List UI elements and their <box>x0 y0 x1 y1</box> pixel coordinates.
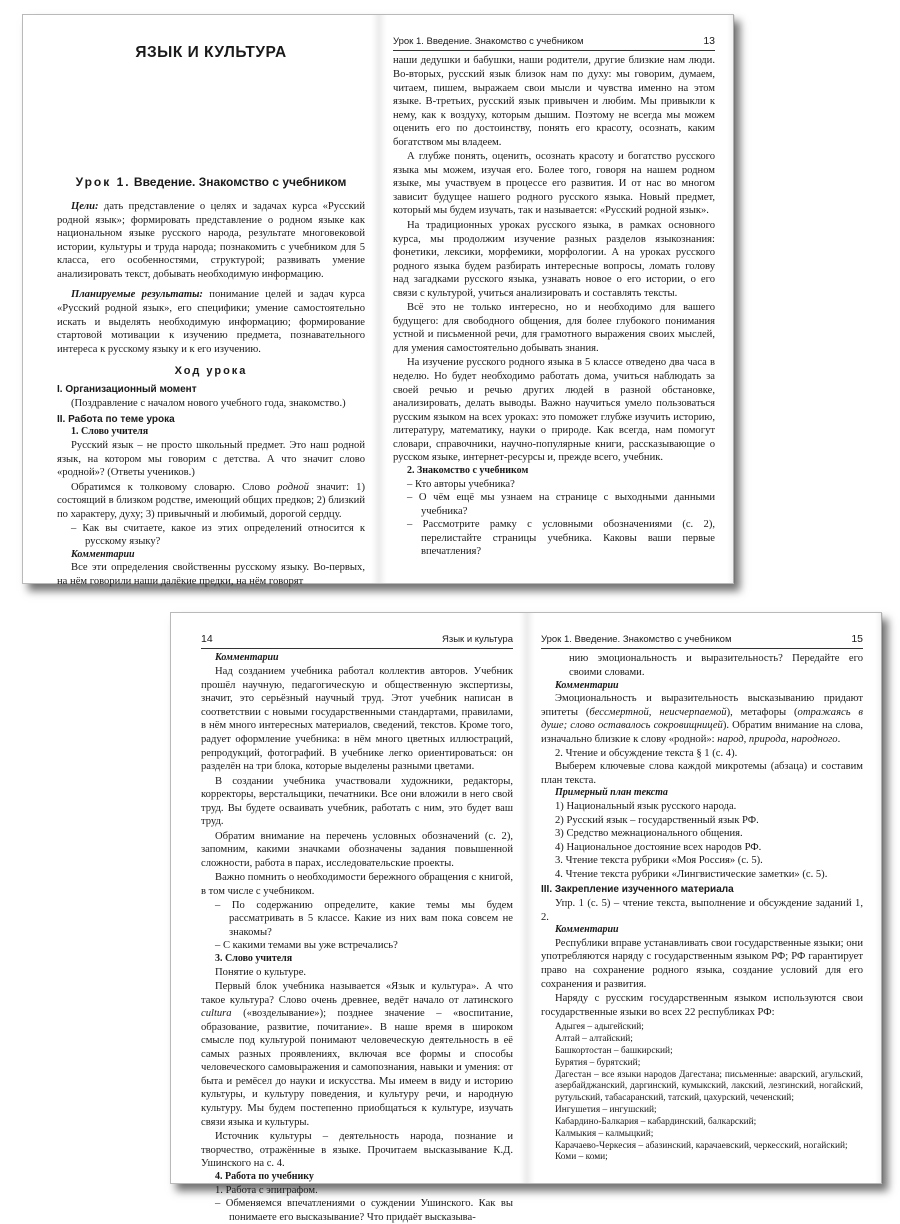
lesson-goals <box>57 200 365 281</box>
page-14 <box>171 613 527 1223</box>
plan-item: 2) Русский язык – государственный язык РФ. <box>555 814 759 826</box>
running-title: Урок 1. Введение. Знакомство с учебником <box>541 634 732 646</box>
comments-label: Комментарии <box>555 679 619 691</box>
subheading-teacher-word: 1. Слово учителя <box>71 426 149 438</box>
italic-run: народ, природа, народного <box>717 733 838 745</box>
book-spread-bottom <box>170 612 882 1223</box>
italic-word: родной <box>277 481 309 493</box>
paragraph: (Поздравление с началом нового учебного года, знакомство.) <box>71 398 346 410</box>
text-run: . <box>837 733 841 745</box>
question: – Как вы считаете, какое из этих определений относится к русскому языку? <box>71 522 365 548</box>
subheading-textbook-work: 4. Работа по учебнику <box>215 1170 314 1182</box>
italic-word: cultura <box>201 1008 232 1020</box>
text-run: ), метафоры ( <box>726 706 798 718</box>
lesson-number: Урок 1. <box>75 174 131 189</box>
list-item: Башкортостан – башкирский; <box>555 1045 673 1056</box>
section-heading-2: II. Работа по теме урока <box>57 413 175 425</box>
plan-item: 3) Средство межнационального общения. <box>555 828 743 840</box>
plan-item: 1) Национальный язык русского народа. <box>555 800 737 812</box>
running-header <box>393 35 715 51</box>
running-title: Язык и культура <box>441 634 513 646</box>
comments-label: Комментарии <box>555 924 619 936</box>
paragraph: Всё это не только интересно, но и необходимо для вашего будущего: для свободного общения, для более глубокого понимания устной и письменной речи, для грамотного выражения своих мыслей, для умения самостоятельно добывать знания. <box>393 302 715 354</box>
text-run: значит: 1) состоящий в близком родстве, имеющий общих предков; 2) близкий по характеру, духу; 3) привычный и любимый, дорогой сердцу. <box>57 481 365 520</box>
list-item: Бурятия – бурятский; <box>555 1057 641 1068</box>
paragraph: нию эмоциональность и выразительность? Передайте его своими словами. <box>569 653 863 678</box>
list-item: Калмыкия – калмыцкий; <box>555 1128 654 1139</box>
list-item: Дагестан – все языки народов Дагестана; письменные: аварский, агульский, азербайджанский, даргинский, кумыкский, лакский, лезгинский, ногайский, рутульский, табасаранский, татский, цахурский, чеченский; <box>555 1069 863 1104</box>
page-number: 14 <box>201 633 213 645</box>
paragraph: Республики вправе устанавливать свои государственные языки; они употребляются наряду с государственным языком РФ; РФ гарантирует право на сохранение родного языка, создание условий для его сохранения и развития. <box>541 937 863 990</box>
paragraph: Важно помнить о необходимости бережного обращения с книгой, в том числе с учебником. <box>201 872 513 897</box>
paragraph: наши дедушки и бабушки, наши родители, другие близкие нам люди. Во-вторых, русский язык близок нам по духу: мы говорим, думаем, читаем, пишем, выражаем свои мысли и чувства именно на этом языке. В-третьих, русский язык привычен и любим. Мы привыкли к нему, как к воздуху, которым дышим. Поэтому не всегда мы можем оценить его по достоинству, понять его красоту, осознать, каким богатством мы владеем. <box>393 55 715 148</box>
list-item: Кабардино-Балкария – кабардинский, балкарский; <box>555 1116 757 1127</box>
book-spread-top <box>22 14 734 587</box>
paragraph <box>57 481 365 522</box>
paragraph: На изучение русского родного языка в 5 классе отведено два часа в неделю. Но будет необходимо работать дома, учиться наблюдать за своей речью и речью других людей в разной обстановке, анализировать, делать выводы. Важно научиться умело пользоваться русским языком на всех уроках: это поможет глубже изучить историю, литературу, математику, науки о природе. Как всегда, нам помогут словари, справочники, научно-популярные книги, рассказывающие о русском языке, интернет-ресурсы и, прежде всего, учебник. <box>393 357 715 464</box>
page-15 <box>527 613 883 1183</box>
page-12 <box>23 15 379 587</box>
republics-list <box>541 1022 863 1164</box>
italic-run: отражаясь в душе; слово оставалось сокровищницей <box>541 706 864 732</box>
list-item: Ингушетия – ингушский; <box>555 1105 657 1116</box>
paragraph: На традиционных уроках русского языка, в рамках основного курса, мы продолжим изучение разных разделов языкознания: фонетики, лексики, морфемики, морфологии. А на уроках русского родного языка будем разбирать интересные вопросы, ломать голову над загадками русского языка, узнавать новое о его истории, о его связи с культурой, учиться анализировать и составлять тексты. <box>393 220 715 299</box>
running-header <box>201 633 513 649</box>
list-item: Адыгея – адыгейский; <box>555 1022 644 1033</box>
paragraph: Русский язык – не просто школьный предмет. Это наш родной язык, на котором мы говорим с детства. А что значит слово «родной»? (Ответы учеников.) <box>57 440 365 479</box>
text-run: ). Обратим внимание на слова, изначально близкие к слову «родной»: <box>541 720 863 745</box>
running-title: Урок 1. Введение. Знакомство с учебником <box>393 36 584 48</box>
text-run: Первый блок учебника называется «Язык и культура». А что такое культура? Слово очень древнее, ведёт начало от латинского <box>201 981 513 1006</box>
plan-item: 4. Чтение текста рубрики «Лингвистические заметки» (с. 5). <box>555 868 828 880</box>
paragraph: Понятие о культуре. <box>215 966 307 978</box>
paragraph: Все эти определения свойственны русскому языку. Во-первых, на нём говорили наши далёкие предки, на нём говорят <box>57 562 365 587</box>
subheading-textbook-intro: 2. Знакомство с учебником <box>407 464 529 476</box>
page-number: 15 <box>851 633 863 645</box>
paragraph: Наряду с русским государственным языком используются свои государственные языки во всех 22 республиках РФ: <box>541 993 863 1018</box>
plan-label: Примерный план текста <box>555 787 668 799</box>
running-header <box>541 633 863 649</box>
lesson-flow-heading: Ход урока <box>174 365 248 378</box>
goals-label: Цели: <box>71 201 99 213</box>
subheading-teacher-word: 3. Слово учителя <box>215 952 293 964</box>
text-run: («возделывание»); позднее значение – «воспитание, образование, развитие, почитание». В наше время в широком смысле под культурой понимают человеческую деятельность в её самых разных проявлениях, включая все формы и способы человеческого самовыражения и самопознания, навыки и умения: от быта и ремёсел до науки и искусства. Мы имеем в виду и историю культуры, и культуру поведения, и культуру речи, и народную культуру. Мы будем постепенно приобщаться к культуре, изучать связи языка и культуры. <box>201 1008 513 1128</box>
comments-label: Комментарии <box>71 548 135 560</box>
text-run: Эмоциональность и выразительность высказыванию придают эпитеты ( <box>541 693 863 718</box>
results-label: Планируемые результаты: <box>71 289 203 301</box>
planned-results <box>57 288 365 356</box>
list-item: Коми – коми; <box>555 1152 608 1163</box>
list-item: 2. Чтение и обсуждение текста § 1 (с. 4). <box>555 747 738 759</box>
lesson-title <box>57 175 365 190</box>
goals-text: дать представление о целях и задачах курса «Русский родной язык»; формировать представление о родном языке как национальном языке русского народа, результате многовековой истории, культуры и труда народа; познакомить с учебником для 5 класса, его особенностями, структурой; развивать умение анализировать текст, добывать необходимую информацию. <box>57 201 365 280</box>
section-heading-1: I. Организационный момент <box>57 384 197 396</box>
list-item: Карачаево-Черкесия – абазинский, карачаевский, черкесский, ногайский; <box>555 1140 848 1151</box>
italic-run: бессмертной, неисчерпаемой <box>589 706 727 718</box>
text-run: Обратимся к толковому словарю. Слово <box>71 481 278 493</box>
paragraph: Упр. 1 (с. 5) – чтение текста, выполнение и обсуждение заданий 1, 2. <box>541 898 863 923</box>
question: – По содержанию определите, какие темы мы будем рассматривать в 5 классе. Какие из них вам пока совсем не знакомы? <box>215 899 513 938</box>
section-title: ЯЗЫК И КУЛЬТУРА <box>135 44 287 61</box>
comments-label: Комментарии <box>215 652 279 664</box>
paragraph: Выберем ключевые слова каждой микротемы (абзаца) и составим план текста. <box>541 761 863 786</box>
plan-item: 3. Чтение текста рубрики «Моя Россия» (с. 5). <box>555 855 763 867</box>
question: – С какими темами вы уже встречались? <box>215 940 398 952</box>
paragraph: Обратим внимание на перечень условных обозначений (с. 2), запомним, какими значками обозначены задания повышенной сложности, работа в парах, исследовательские проекты. <box>201 830 513 869</box>
paragraph: Источник культуры – деятельность народа, познание и творчество, отражённые в языке. Прочитаем высказывание К.Д. Ушинского на с. 4. <box>201 1131 513 1170</box>
question: – Рассмотрите рамку с условными обозначениями (с. 2), перелистайте страницы учебника. Каковы ваши первые впечатления? <box>407 519 715 558</box>
lesson-name: Введение. Знакомство с учебником <box>130 174 347 189</box>
page-number: 13 <box>703 35 715 47</box>
paragraph: Над созданием учебника работал коллектив авторов. Учебник прошёл научную, педагогическую и общественную экспертизы, значит, это серьёзный научный труд. Этот учебник написан в соответствии с новыми государственными стандартами, правилами, в нём много интересных материалов, сведений, текстов. Кроме того, радует оформление учебника: в нём много цветных иллюстраций, репродукций, фотографий. В учебнике легко ориентироваться: он разделён на три блока, которые выделены разными цветами. <box>201 666 513 773</box>
list-item: 1. Работа с эпиграфом. <box>215 1184 318 1196</box>
paragraph: А глубже понять, оценить, осознать красоту и богатство русского языка мы можем, изучая его. Более того, говоря на нашем родном языке, мы участвуем в процессе его развития. И от нас во многом зависит будущее нашего родного русского языка. Новый предмет, который мы будем изучать, так и называется: «Русский родной язык». <box>393 151 715 217</box>
plan-item: 4) Национальное достояние всех народов РФ. <box>555 841 762 853</box>
list-item: Алтай – алтайский; <box>555 1034 633 1045</box>
paragraph: В создании учебника участвовали художники, редакторы, корректоры, верстальщики, печатники. Все они вложили в него свой труд. Вы будете осваивать учебник, работать с ним, это будет ваш труд. <box>201 775 513 828</box>
question: – Кто авторы учебника? <box>407 478 515 490</box>
paragraph <box>541 692 863 746</box>
section-heading-3: III. Закрепление изученного материала <box>541 884 734 896</box>
paragraph <box>201 980 513 1129</box>
page-13 <box>379 15 735 583</box>
question: – Обменяемся впечатлениями о суждении Ушинского. Как вы понимаете его высказывание? Что придаёт высказыва- <box>215 1198 513 1223</box>
results-text: понимание целей и задач курса «Русский родной язык», его специфики; умение самостоятельно искать и выделять необходимую информацию; формирование стартовой мотивации к изучению предмета, познавательного интереса к русскому языку и к его изучению. <box>57 289 365 355</box>
question: – О чём ещё мы узнаем на странице с выходными данными учебника? <box>407 492 715 517</box>
